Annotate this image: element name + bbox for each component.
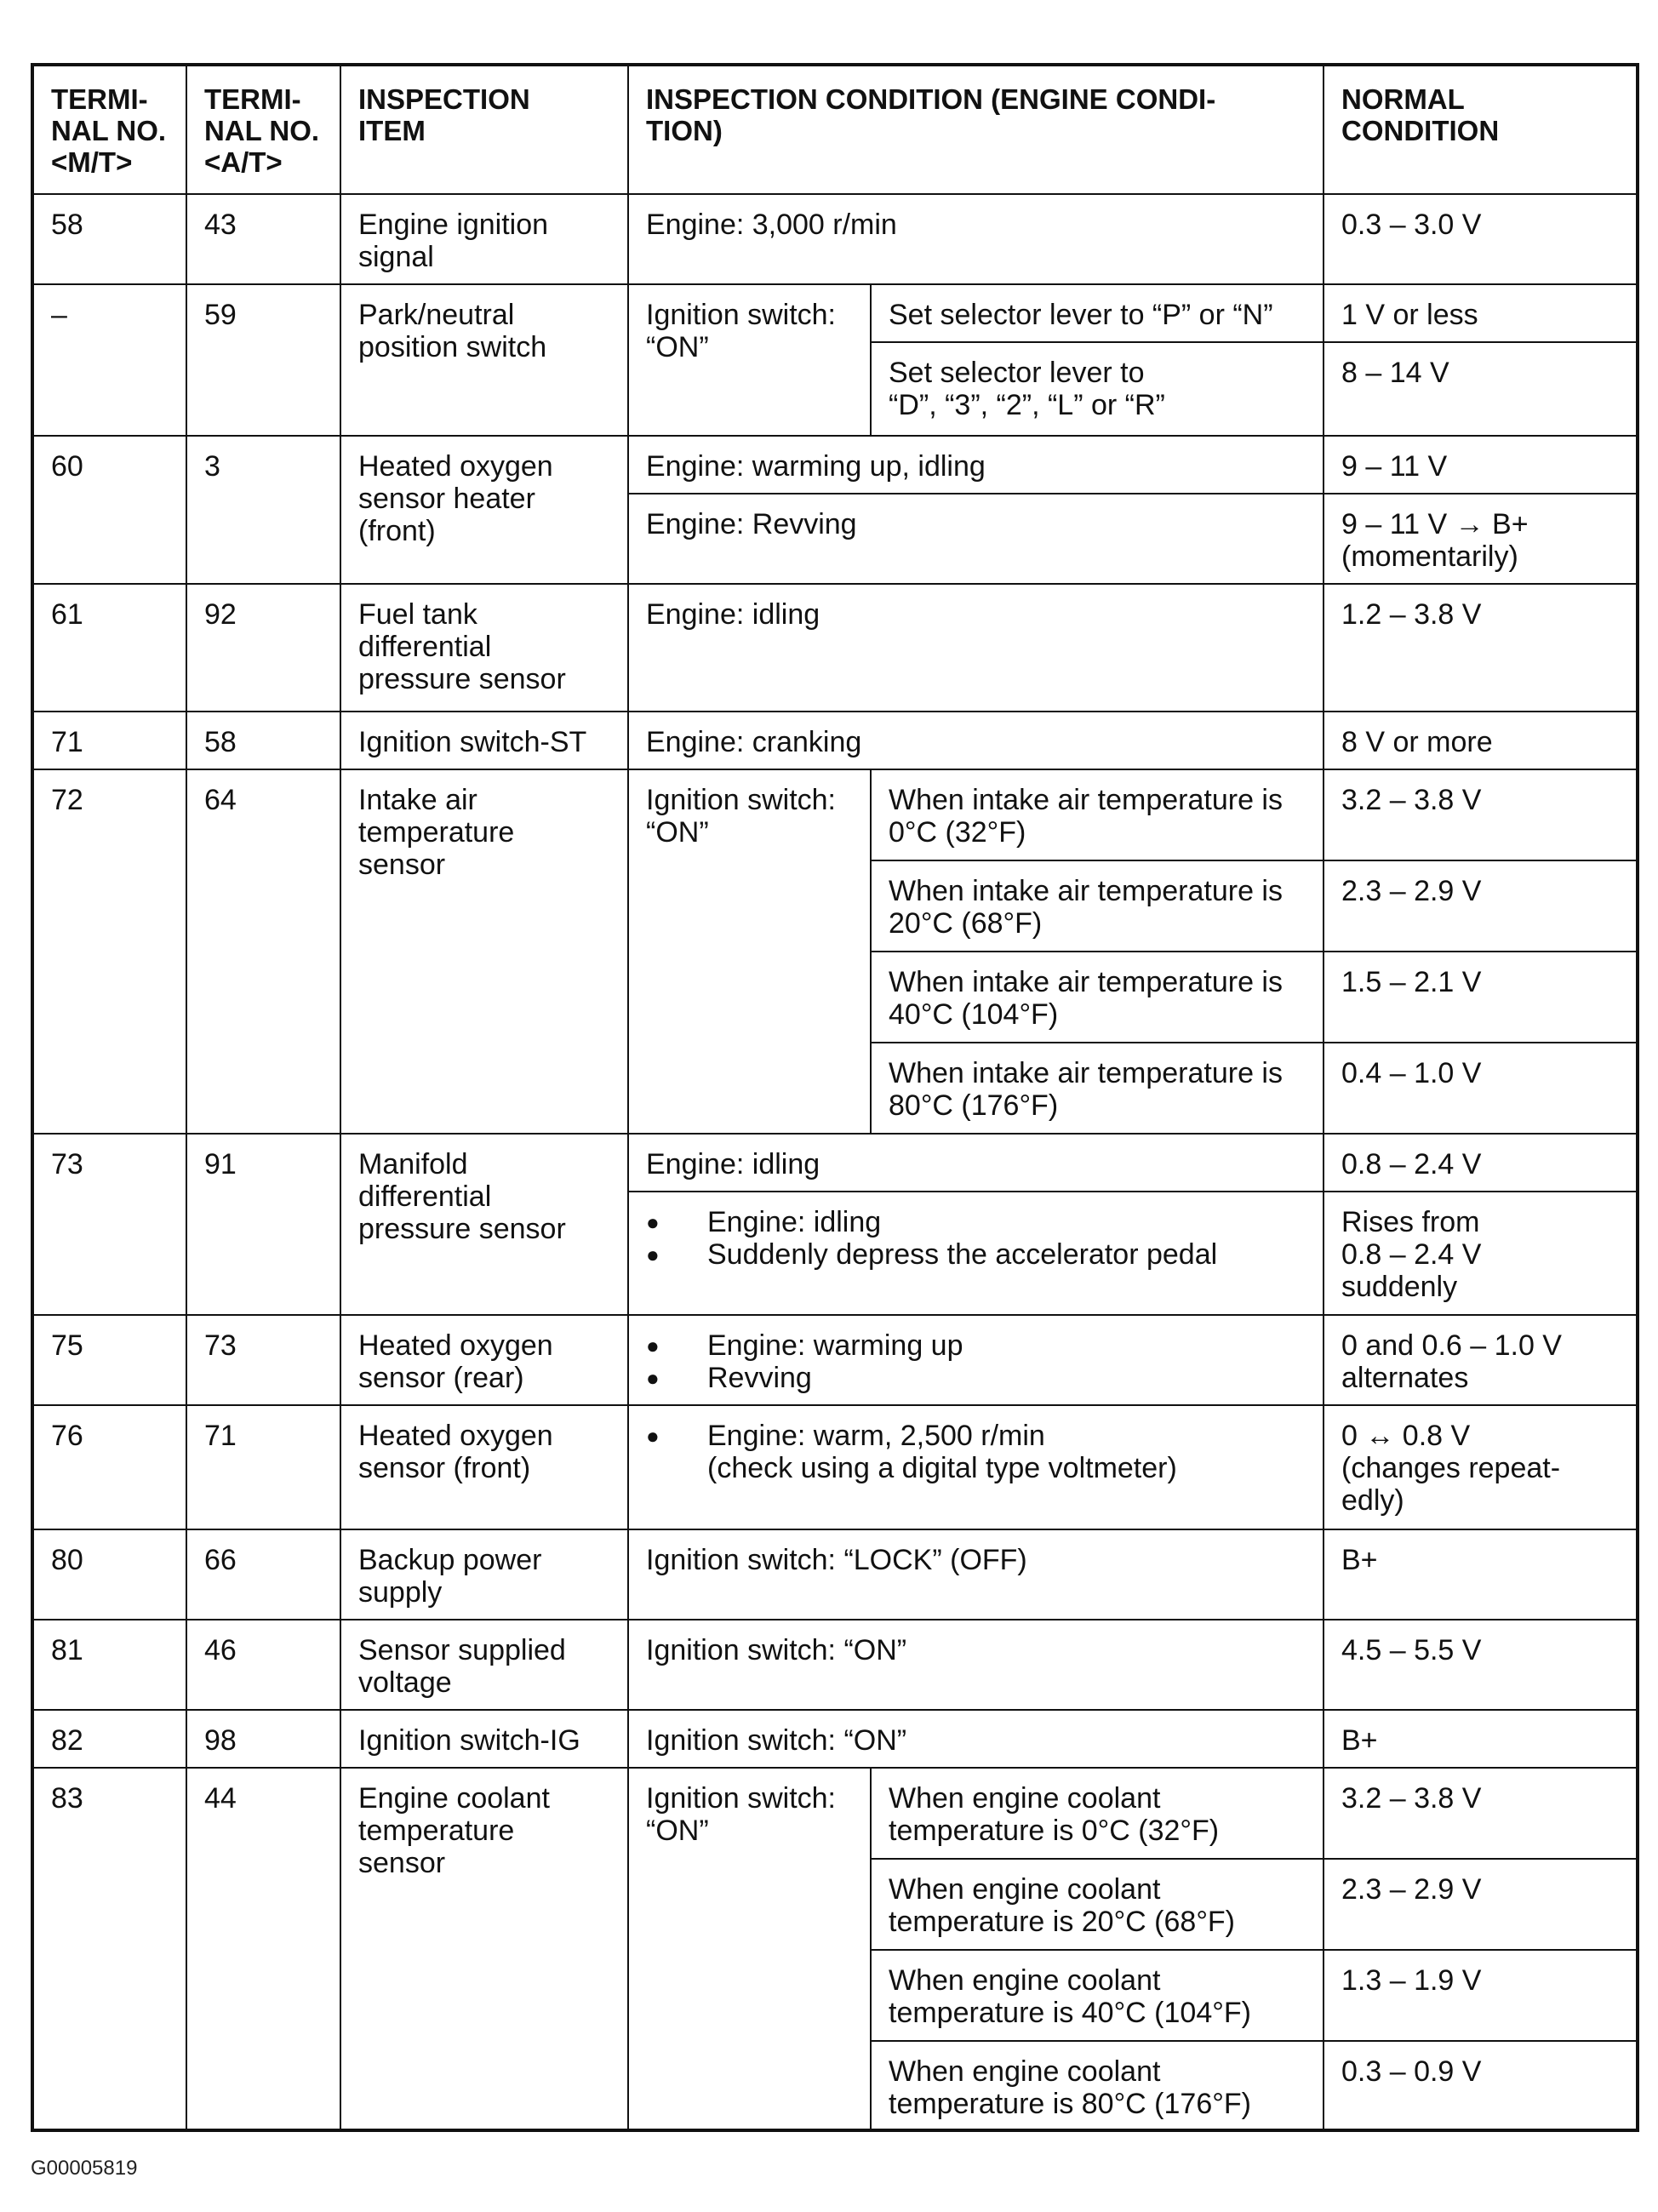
cell-inspection-item: Engine coolant temperature sensor [340, 1768, 628, 2130]
cell-terminal-mt: 82 [32, 1710, 186, 1768]
cell-inspection-item: Sensor supplied voltage [340, 1620, 628, 1710]
cell-inspection-item: Heated oxygen sensor (front) [340, 1405, 628, 1529]
cell-condition: Engine: cranking [628, 712, 1324, 769]
cell-terminal-at: 91 [186, 1134, 340, 1315]
cell-normal: 1 V or less [1324, 284, 1638, 342]
cell-condition: Ignition switch: “ON” [628, 1710, 1324, 1768]
cell-terminal-at: 58 [186, 712, 340, 769]
cell-normal: 3.2 – 3.8 V [1324, 769, 1638, 860]
cell-terminal-mt: 60 [32, 436, 186, 584]
cell-normal: 0.3 – 3.0 V [1324, 194, 1638, 284]
cell-terminal-at: 46 [186, 1620, 340, 1710]
cell-terminal-mt: 83 [32, 1768, 186, 2130]
table-row [32, 769, 1638, 860]
condition-bullet-list [646, 1206, 1306, 1271]
cell-condition: When intake air temperature is 80°C (176°F) [871, 1043, 1324, 1134]
cell-normal: 0 ↔ 0.8 V (changes repeat- edly) [1324, 1405, 1638, 1529]
cell-inspection-item: Ignition switch-ST [340, 712, 628, 769]
cell-terminal-mt: 61 [32, 584, 186, 712]
cell-condition: When engine coolant temperature is 40°C (104°F) [871, 1950, 1324, 2041]
cell-normal: 2.3 – 2.9 V [1324, 860, 1638, 952]
cell-condition-group: Ignition switch: “ON” [628, 1768, 871, 2130]
cell-terminal-mt: 72 [32, 769, 186, 1134]
table-row [32, 1315, 1638, 1405]
cell-normal: 4.5 – 5.5 V [1324, 1620, 1638, 1710]
figure-id: G00005819 [31, 2157, 138, 2180]
header-row [32, 65, 1638, 194]
cell-terminal-at: 92 [186, 584, 340, 712]
table-row [32, 1134, 1638, 1192]
cell-terminal-at: 73 [186, 1315, 340, 1405]
cell-inspection-item: Manifold differential pressure sensor [340, 1134, 628, 1315]
cell-condition: When intake air temperature is 20°C (68°F) [871, 860, 1324, 952]
cell-condition: Engine: 3,000 r/min [628, 194, 1324, 284]
cell-terminal-at: 71 [186, 1405, 340, 1529]
cell-condition: Ignition switch: “ON” [628, 1620, 1324, 1710]
table-row [32, 1405, 1638, 1529]
header-inspection-condition: INSPECTION CONDITION (ENGINE CONDI- TION) [628, 65, 1324, 194]
cell-normal: Rises from 0.8 – 2.4 V suddenly [1324, 1192, 1638, 1315]
cell-terminal-at: 43 [186, 194, 340, 284]
cell-condition [628, 1315, 1324, 1405]
bullet-item: ● Engine: warm, 2,500 r/min (check using a digital type voltmeter) [646, 1420, 1306, 1484]
cell-terminal-at: 64 [186, 769, 340, 1134]
cell-condition: Engine: Revving [628, 494, 1324, 584]
cell-condition: Engine: idling [628, 1134, 1324, 1192]
cell-normal: B+ [1324, 1710, 1638, 1768]
header-terminal-mt: TERMI- NAL NO. <M/T> [32, 65, 186, 194]
table-row [32, 194, 1638, 284]
cell-condition [628, 1405, 1324, 1529]
cell-inspection-item: Engine ignition signal [340, 194, 628, 284]
cell-condition: Ignition switch: “LOCK” (OFF) [628, 1529, 1324, 1620]
cell-terminal-at: 98 [186, 1710, 340, 1768]
table-row [32, 1710, 1638, 1768]
cell-terminal-mt: 80 [32, 1529, 186, 1620]
header-terminal-at: TERMI- NAL NO. <A/T> [186, 65, 340, 194]
cell-normal: 3.2 – 3.8 V [1324, 1768, 1638, 1859]
cell-normal: 8 V or more [1324, 712, 1638, 769]
cell-condition: Engine: warming up, idling [628, 436, 1324, 494]
cell-condition: When engine coolant temperature is 80°C (176°F) [871, 2041, 1324, 2130]
bullet-item: ● Engine: warming up [646, 1329, 1306, 1362]
cell-normal: 0.8 – 2.4 V [1324, 1134, 1638, 1192]
cell-normal: 0.4 – 1.0 V [1324, 1043, 1638, 1134]
cell-terminal-mt: 73 [32, 1134, 186, 1315]
cell-condition-group: Ignition switch: “ON” [628, 284, 871, 436]
cell-normal: B+ [1324, 1529, 1638, 1620]
cell-normal: 0.3 – 0.9 V [1324, 2041, 1638, 2130]
cell-terminal-mt: 76 [32, 1405, 186, 1529]
cell-inspection-item: Fuel tank differential pressure sensor [340, 584, 628, 712]
table-row [32, 1620, 1638, 1710]
table-row [32, 436, 1638, 494]
table-row [32, 1768, 1638, 1859]
cell-inspection-item: Ignition switch-IG [340, 1710, 628, 1768]
cell-inspection-item: Backup power supply [340, 1529, 628, 1620]
cell-terminal-mt: 58 [32, 194, 186, 284]
cell-terminal-mt: – [32, 284, 186, 436]
header-normal-condition: NORMAL CONDITION [1324, 65, 1638, 194]
cell-normal: 1.5 – 2.1 V [1324, 952, 1638, 1043]
table-row [32, 712, 1638, 769]
header-inspection-item: INSPECTION ITEM [340, 65, 628, 194]
cell-condition: When intake air temperature is 40°C (104°F) [871, 952, 1324, 1043]
cell-condition: Set selector lever to “P” or “N” [871, 284, 1324, 342]
cell-inspection-item: Heated oxygen sensor (rear) [340, 1315, 628, 1405]
terminal-inspection-table [31, 63, 1639, 2132]
cell-terminal-mt: 81 [32, 1620, 186, 1710]
cell-inspection-item: Park/neutral position switch [340, 284, 628, 436]
cell-inspection-item: Intake air temperature sensor [340, 769, 628, 1134]
bullet-item: ● Suddenly depress the accelerator pedal [646, 1238, 1306, 1271]
cell-normal: 1.3 – 1.9 V [1324, 1950, 1638, 2041]
cell-terminal-at: 44 [186, 1768, 340, 2130]
cell-condition: When engine coolant temperature is 0°C (32°F) [871, 1768, 1324, 1859]
bullet-item: ● Revving [646, 1362, 1306, 1394]
cell-terminal-mt: 75 [32, 1315, 186, 1405]
cell-condition: Set selector lever to “D”, “3”, “2”, “L” or “R” [871, 342, 1324, 436]
table-row [32, 584, 1638, 712]
cell-normal: 9 – 11 V [1324, 436, 1638, 494]
cell-terminal-mt: 71 [32, 712, 186, 769]
cell-condition-group: Ignition switch: “ON” [628, 769, 871, 1134]
cell-inspection-item: Heated oxygen sensor heater (front) [340, 436, 628, 584]
cell-terminal-at: 66 [186, 1529, 340, 1620]
table-row [32, 1529, 1638, 1620]
cell-normal: 9 – 11 V → B+ (momentarily) [1324, 494, 1638, 584]
terminal-inspection-document [31, 63, 1636, 2132]
cell-condition: When intake air temperature is 0°C (32°F) [871, 769, 1324, 860]
cell-normal: 1.2 – 3.8 V [1324, 584, 1638, 712]
cell-condition: When engine coolant temperature is 20°C (68°F) [871, 1859, 1324, 1950]
cell-normal: 2.3 – 2.9 V [1324, 1859, 1638, 1950]
condition-bullet-list [646, 1420, 1306, 1484]
cell-terminal-at: 3 [186, 436, 340, 584]
bullet-item: ● Engine: idling [646, 1206, 1306, 1238]
cell-terminal-at: 59 [186, 284, 340, 436]
table-row [32, 284, 1638, 342]
cell-normal: 0 and 0.6 – 1.0 V alternates [1324, 1315, 1638, 1405]
cell-condition [628, 1192, 1324, 1315]
cell-condition: Engine: idling [628, 584, 1324, 712]
condition-bullet-list [646, 1329, 1306, 1394]
cell-normal: 8 – 14 V [1324, 342, 1638, 436]
